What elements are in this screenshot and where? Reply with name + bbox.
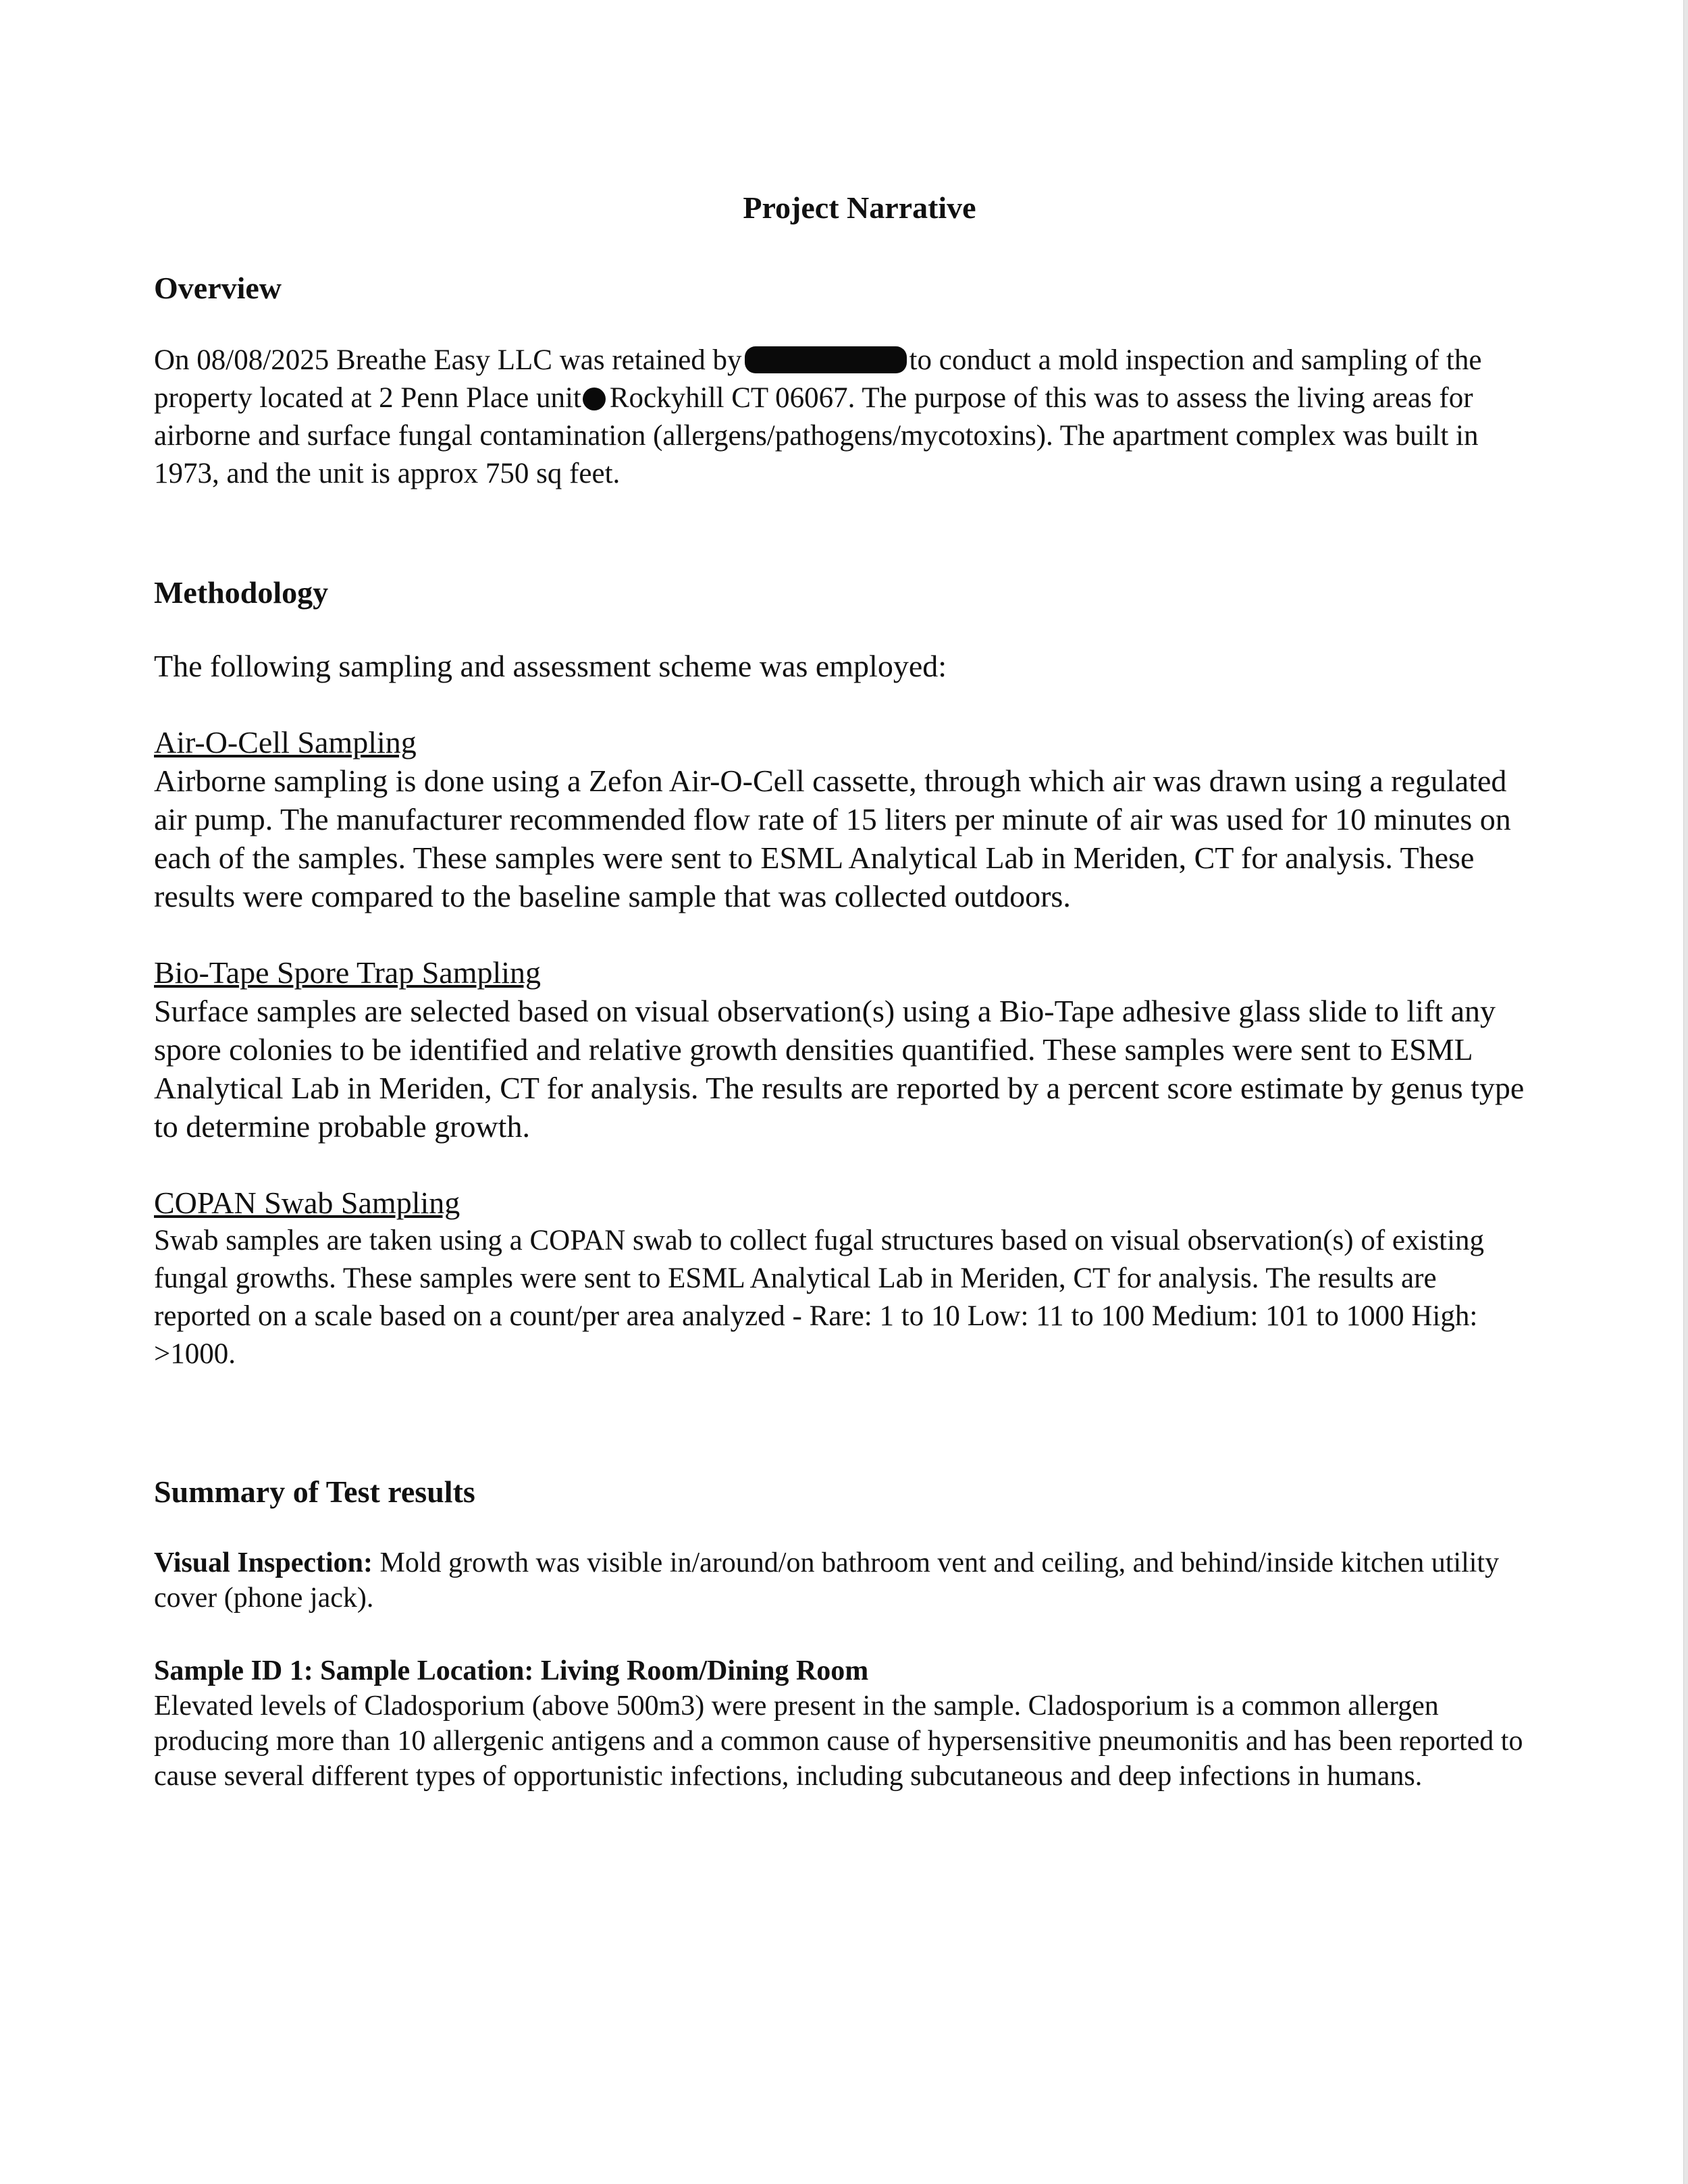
sample-1-text: Elevated levels of Cladosporium (above 500m3) were present in the sample. Cladosporium is a common allergen producing more than 10 allergenic antigens and a common cause of hypersensitive pneumonitis and has been reported to cause several different types of opportunistic infections, including subcutaneous and deep infections in humans. xyxy=(154,1690,1523,1792)
visual-inspection-paragraph xyxy=(154,1545,1538,1616)
overview-paragraph xyxy=(154,342,1538,493)
redaction-dot xyxy=(583,388,606,410)
air-o-cell-text: Airborne sampling is done using a Zefon Air-O-Cell cassette, through which air was drawn using a regulated air pump. The manufacturer recommended flow rate of 15 liters per minute of air was used for 10 minutes on each of the samples. These samples were sent to ESML Analytical Lab in Meriden, CT for analysis. These results were compared to the baseline sample that was collected outdoors. xyxy=(154,763,1511,913)
document-page xyxy=(154,189,1538,1794)
bio-tape-section xyxy=(154,953,1538,1146)
methodology-intro: The following sampling and assessment scheme was employed: xyxy=(154,648,947,683)
copan-section xyxy=(154,1183,1538,1373)
air-o-cell-section xyxy=(154,723,1538,915)
overview-text-3: sampling of the property located at 2 Penn Place unit xyxy=(154,344,1482,415)
copan-text: Swab samples are taken using a COPAN swab to collect fugal structures based on visual observation(s) of existing fungal growths. These samples were sent to ESML Analytical Lab in Meriden, CT for analysis. The results are reported on a scale based on a count/per area analyzed - Rare: 1 to 10 Low: 11 to 100 Medium: 101 to 1000 High: >1000. xyxy=(154,1224,1485,1370)
air-o-cell-title: Air-O-Cell Sampling xyxy=(154,724,417,760)
bio-tape-title: Bio-Tape Spore Trap Sampling xyxy=(154,955,542,990)
overview-text-1: On 08/08/2025 Breathe Easy LLC was retained by xyxy=(154,344,742,377)
overview-heading: Overview xyxy=(154,271,282,306)
visual-inspection-text: Mold growth was visible in/around/on bathroom vent and ceiling, and behind/inside kitchen utility cover (phone jack). xyxy=(154,1547,1500,1614)
summary-heading: Summary of Test results xyxy=(154,1474,475,1509)
page-edge xyxy=(1683,0,1688,2184)
page-title: Project Narrative xyxy=(743,190,976,225)
methodology-heading: Methodology xyxy=(154,575,329,610)
overview-text-2: to conduct a mold inspection and xyxy=(909,344,1294,377)
copan-title: COPAN Swab Sampling xyxy=(154,1185,460,1220)
overview-text-4: Rockyhill CT 06067. The purpose of this was to assess the living areas for airborne and surface fungal contamination (allergens/pathogens/mycotoxins). The apartment complex was built in 1973, and the unit is approx 750 sq feet. xyxy=(154,382,1479,490)
redaction-bar xyxy=(745,346,907,373)
visual-inspection-label: Visual Inspection: xyxy=(154,1547,373,1578)
sample-1-section xyxy=(154,1653,1538,1794)
bio-tape-text: Surface samples are selected based on visual observation(s) using a Bio-Tape adhesive glass slide to lift any spore colonies to be identified and relative growth densities quantified. These samples were sent to ESML Analytical Lab in Meriden, CT for analysis. The results are reported by a percent score estimate by genus type to determine probable growth. xyxy=(154,993,1525,1144)
sample-1-label: Sample ID 1: Sample Location: Living Room/Dining Room xyxy=(154,1655,869,1686)
